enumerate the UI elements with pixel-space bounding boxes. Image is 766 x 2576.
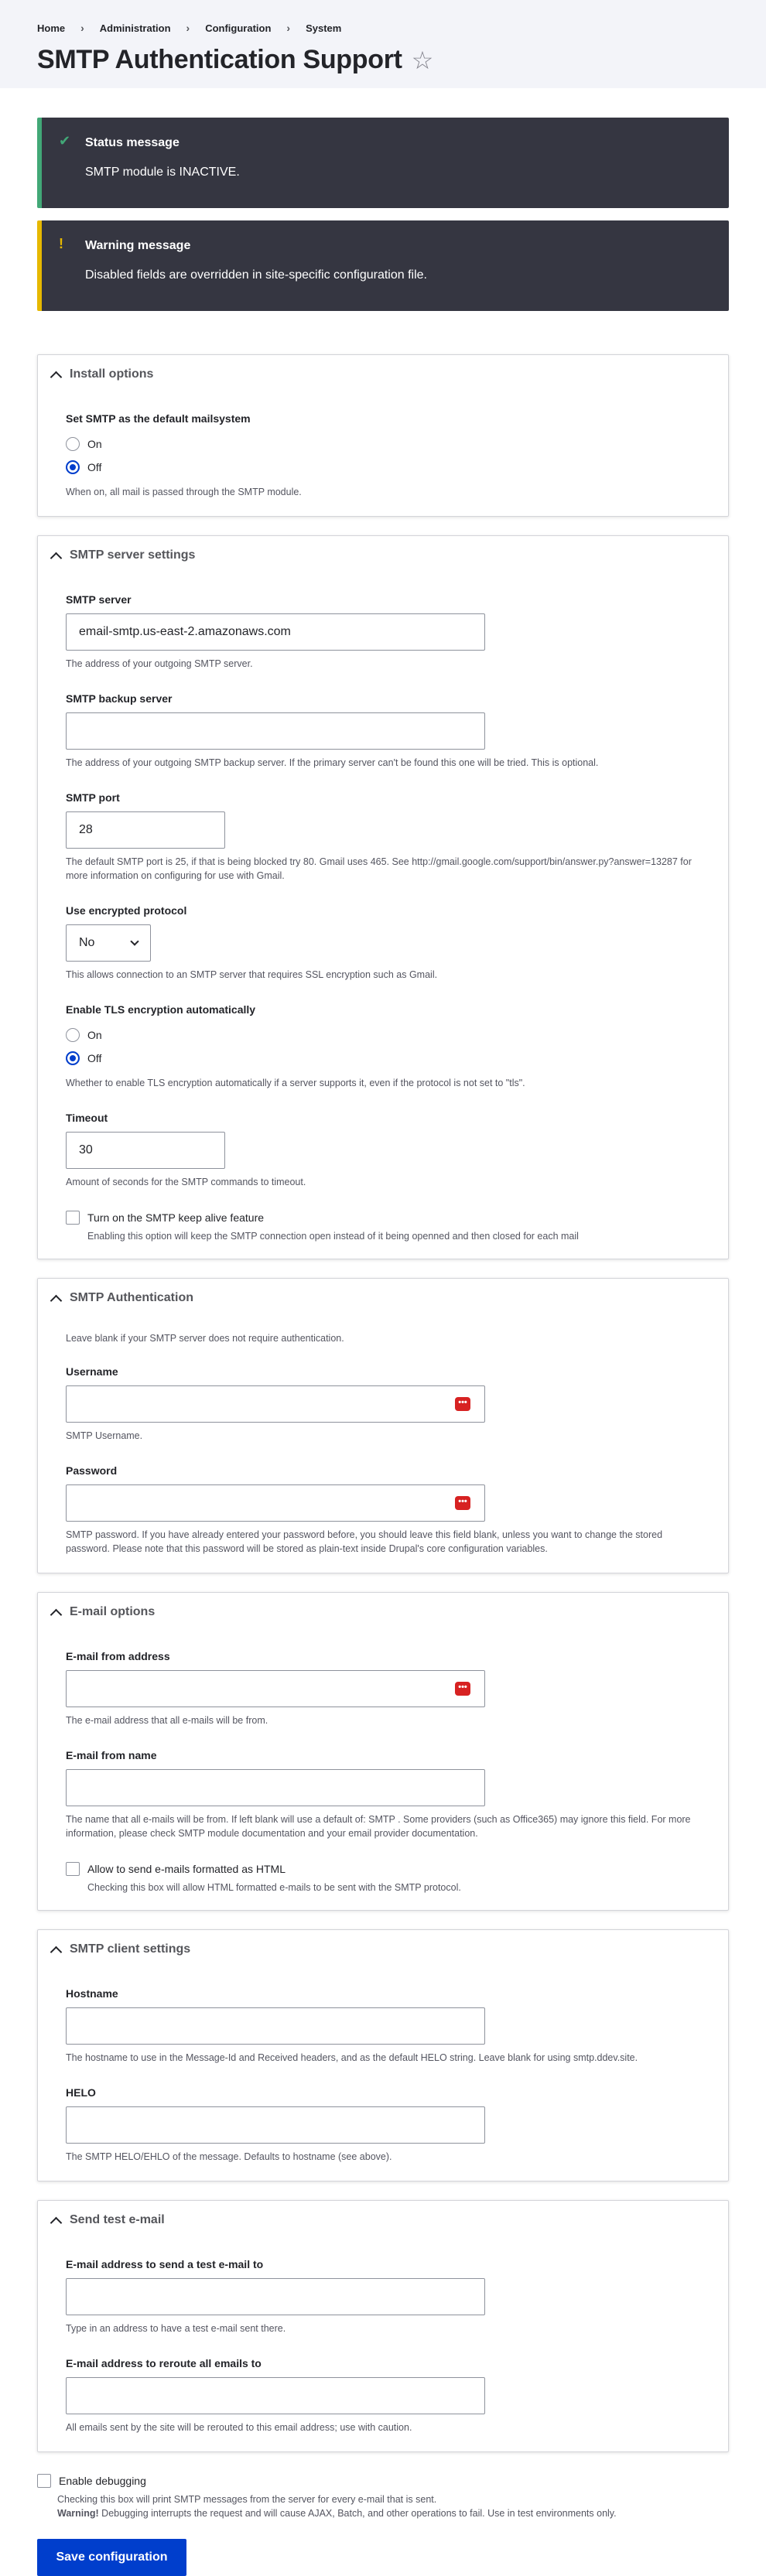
chevron-down-icon [130,937,138,945]
authentication-section [37,1278,729,1573]
chevron-up-icon [50,371,63,383]
smtp-server-label: SMTP server [66,593,132,606]
password-manager-icon[interactable]: ••• [455,1682,470,1696]
from-address-input[interactable] [66,1670,485,1707]
smtp-server-input[interactable] [66,613,485,651]
helo-label: HELO [66,2086,96,2099]
chevron-up-icon [50,1946,63,1958]
chevron-up-icon [50,1608,63,1621]
page-title: SMTP Authentication Support [37,45,402,74]
email-options-section [37,1592,729,1911]
test-address-label: E-mail address to send a test e-mail to [66,2258,264,2270]
mailsystem-on-label: On [87,438,102,450]
html-checkbox[interactable] [66,1862,80,1876]
username-label: Username [66,1365,118,1378]
hostname-input[interactable] [66,2007,485,2045]
timeout-label: Timeout [66,1112,108,1124]
backup-server-description: The address of your outgoing SMTP backup server. If the primary server can't be found this one will be tried. This is optional. [66,757,599,768]
debugging-label: Enable debugging [59,2475,146,2487]
from-address-description: The e-mail address that all e-mails will be from. [66,1715,268,1726]
keepalive-option[interactable] [66,1211,699,1225]
breadcrumb-configuration[interactable]: Configuration [205,22,272,34]
mailsystem-off-label: Off [87,461,102,473]
keepalive-label: Turn on the SMTP keep alive feature [87,1211,265,1224]
debugging-warning-text: Debugging interrupts the request and will cause AJAX, Batch, and other operations to fail. Use in test environments only. [98,2508,617,2519]
client-settings-summary[interactable] [38,1930,728,1969]
star-icon[interactable]: ☆ [411,46,434,74]
username-input[interactable] [66,1385,485,1423]
html-description: Checking this box will allow HTML formatted e-mails to be sent with the SMTP protocol. [87,1882,461,1893]
smtp-server-value: email-smtp.us-east-2.amazonaws.com [79,625,291,638]
test-address-description: Type in an address to have a test e-mail sent there. [66,2323,286,2334]
timeout-input[interactable] [66,1132,225,1169]
breadcrumb [37,20,729,36]
tls-on-radio[interactable] [66,1028,80,1042]
helo-description: The SMTP HELO/EHLO of the message. Defaults to hostname (see above). [66,2151,392,2162]
username-description: SMTP Username. [66,1430,143,1441]
install-options-summary[interactable] [38,355,728,394]
mailsystem-description: When on, all mail is passed through the SMTP module. [66,487,302,497]
warning-icon: ! [59,236,63,251]
tls-label: Enable TLS encryption automatically [66,1003,256,1016]
test-address-input[interactable] [66,2278,485,2315]
test-email-summary[interactable] [38,2201,728,2239]
mailsystem-on-radio[interactable] [66,437,80,451]
debugging-field [37,2474,729,2520]
authentication-title: SMTP Authentication [70,1291,193,1304]
smtp-port-label: SMTP port [66,791,120,804]
keepalive-checkbox[interactable] [66,1211,80,1225]
mailsystem-off-radio[interactable] [66,460,80,474]
smtp-port-input[interactable] [66,811,225,849]
server-settings-title: SMTP server settings [70,548,196,562]
protocol-value: No [79,936,95,949]
password-description: SMTP password. If you have already entered your password before, you should leave this field blank, unless you want to change the stored password. Please note that this password will be stored as plain-text inside Drupal's core configuration variables. [66,1529,663,1554]
chevron-right-icon: › [80,22,84,34]
breadcrumb-administration[interactable]: Administration [99,22,171,34]
email-options-summary[interactable] [38,1593,728,1631]
warning-message [37,220,729,311]
page-header [0,0,766,88]
hostname-label: Hostname [66,1987,118,2000]
warning-message-text: Disabled fields are overridden in site-specific configuration file. [85,268,427,282]
password-manager-icon[interactable]: ••• [455,1397,470,1411]
helo-input[interactable] [66,2106,485,2144]
main-content [0,88,766,2576]
breadcrumb-home[interactable]: Home [37,22,66,34]
status-message-title: Status message [85,136,180,149]
debugging-description [57,2492,729,2520]
tls-off-label: Off [87,1052,102,1064]
smtp-server-description: The address of your outgoing SMTP server. [66,658,253,669]
authentication-summary[interactable] [38,1279,728,1317]
authentication-intro: Leave blank if your SMTP server does not require authentication. [66,1333,344,1344]
server-settings-section [37,535,729,1259]
password-label: Password [66,1464,118,1477]
chevron-right-icon: › [186,22,190,34]
tls-on-option[interactable] [66,1023,699,1047]
server-settings-summary[interactable] [38,536,728,575]
password-manager-icon[interactable]: ••• [455,1496,470,1510]
reroute-address-description: All emails sent by the site will be rerouted to this email address; use with caution. [66,2422,412,2433]
warning-message-title: Warning message [85,239,191,252]
chevron-up-icon [50,552,63,564]
backup-server-input[interactable] [66,712,485,750]
check-icon: ✔ [59,133,71,149]
html-option[interactable] [66,1862,699,1876]
reroute-address-label: E-mail address to reroute all emails to [66,2357,262,2369]
tls-off-option[interactable] [66,1047,699,1070]
status-message-text: SMTP module is INACTIVE. [85,166,240,179]
mailsystem-label: Set SMTP as the default mailsystem [66,412,251,425]
from-address-label: E-mail from address [66,1650,170,1662]
debugging-warning-strong: Warning! [57,2508,99,2519]
smtp-port-value: 28 [79,823,93,836]
test-email-title: Send test e-mail [70,2213,165,2226]
from-name-label: E-mail from name [66,1749,157,1761]
client-settings-section [37,1929,729,2181]
from-name-description: The name that all e-mails will be from. If left blank will use a default of: SMTP . Some providers (such as Office365) may ignore this field. For more information, please check SMTP module documentation and your email provider documentation. [66,1814,691,1839]
email-options-title: E-mail options [70,1605,156,1618]
html-label: Allow to send e-mails formatted as HTML [87,1863,286,1875]
chevron-up-icon [50,2216,63,2229]
from-name-input[interactable] [66,1769,485,1806]
reroute-address-input[interactable] [66,2377,485,2414]
debugging-desc-text: Checking this box will print SMTP messages from the server for every e-mail that is sent. [57,2494,437,2505]
mailsystem-on-option[interactable] [66,432,699,456]
protocol-select[interactable] [66,924,151,962]
tls-off-radio[interactable] [66,1051,80,1065]
chevron-right-icon: › [286,22,291,34]
keepalive-description: Enabling this option will keep the SMTP connection open instead of it being openned and then closed for each mail [87,1231,579,1242]
tls-on-label: On [87,1029,102,1041]
protocol-label: Use encrypted protocol [66,904,187,917]
protocol-description: This allows connection to an SMTP server that requires SSL encryption such as Gmail. [66,969,438,980]
password-input[interactable] [66,1484,485,1522]
chevron-up-icon [50,1294,63,1307]
smtp-port-description: The default SMTP port is 25, if that is being blocked try 80. Gmail uses 465. See http://gmail.google.com/support/bin/answer.py?answer=13287 for more information on configuring for use with Gmail. [66,856,692,881]
mailsystem-off-option[interactable] [66,456,699,479]
breadcrumb-system[interactable]: System [306,22,342,34]
client-settings-title: SMTP client settings [70,1942,191,1956]
save-configuration-button[interactable]: Save configuration [37,2539,186,2576]
debugging-option[interactable] [37,2474,729,2488]
timeout-description: Amount of seconds for the SMTP commands to timeout. [66,1177,306,1187]
backup-server-label: SMTP backup server [66,692,173,705]
install-options-title: Install options [70,367,154,381]
hostname-description: The hostname to use in the Message-Id and Received headers, and as the default HELO string. Leave blank for using smtp.ddev.site. [66,2052,638,2063]
timeout-value: 30 [79,1143,93,1156]
status-message [37,118,729,208]
test-email-section [37,2200,729,2452]
tls-description: Whether to enable TLS encryption automatically if a server supports it, even if the protocol is not set to "tls". [66,1078,525,1088]
debugging-checkbox[interactable] [37,2474,51,2488]
install-options-section [37,354,729,517]
